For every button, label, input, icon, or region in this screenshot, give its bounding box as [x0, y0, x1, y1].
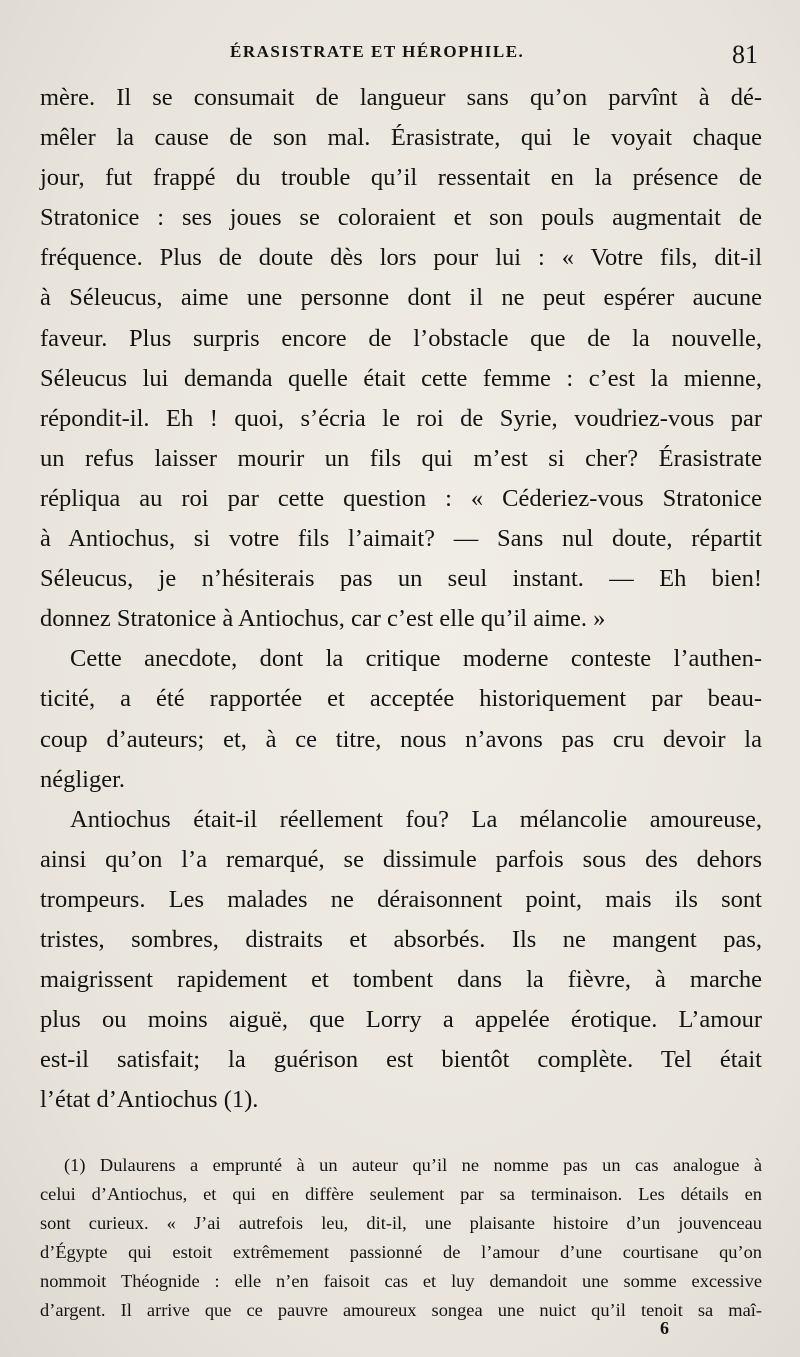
text-line: fréquence. Plus de doute dès lors pour lui : « Votre fils, dit-il: [40, 244, 762, 272]
text-line: un refus laisser mourir un fils qui m’est si cher? Érasistrate: [40, 444, 762, 472]
text-line: répliqua au roi par cette question : « Céderiez-vous Stratonice: [40, 484, 762, 512]
text-line: tristes, sombres, distraits et absorbés. Ils ne mangent pas,: [40, 925, 762, 953]
text-line: mère. Il se consumait de langueur sans qu’on parvînt à dé-: [40, 84, 762, 111]
text-line: Cette anecdote, dont la critique moderne conteste l’authen-: [70, 645, 762, 673]
text-line: ainsi qu’on l’a remarqué, se dissimule parfois sous des dehors: [40, 845, 762, 873]
text-line: Séleucus lui demanda quelle était cette femme : c’est la mienne,: [40, 364, 762, 392]
text-line: ticité, a été rapportée et acceptée historiquement par beau-: [40, 685, 762, 713]
text-line: mêler la cause de son mal. Érasistrate, qui le voyait chaque: [40, 124, 762, 152]
footnote-line: d’argent. Il arrive que ce pauvre amoureux songea une nuict qu’il tenoit sa maî-: [40, 1300, 762, 1320]
text-line: à Antiochus, si votre fils l’aimait? — Sans nul doute, répartit: [40, 525, 762, 553]
page-number: 81: [732, 40, 758, 69]
text-line: est-il satisfait; la guérison est bientôt complète. Tel était: [40, 1046, 762, 1074]
footnote-line: d’Égypte qui estoit extrêmement passionné de l’amour d’une courtisane qu’on: [40, 1242, 762, 1262]
text-line: donnez Stratonice à Antiochus, car c’est elle qu’il aime. »: [40, 605, 606, 633]
signature-mark: 6: [660, 1318, 669, 1338]
text-line: faveur. Plus surpris encore de l’obstacle que de la nouvelle,: [40, 324, 762, 352]
text-line: maigrissent rapidement et tombent dans la fièvre, à marche: [40, 966, 762, 994]
footnote-line: nommoit Théognide : elle n’en faisoit cas et luy demandoit une somme excessive: [40, 1271, 762, 1291]
text-line: Stratonice : ses joues se coloraient et son pouls augmentait de: [40, 204, 762, 232]
footnote: [40, 1151, 762, 1325]
text-line: trompeurs. Les malades ne déraisonnent point, mais ils sont: [40, 885, 762, 913]
text-line: coup d’auteurs; et, à ce titre, nous n’avons pas cru devoir la: [40, 725, 762, 753]
footnote-line: sont curieux. « J’ai autrefois leu, dit-il, une plaisante histoire d’un jouvenceau: [40, 1213, 762, 1233]
footnote-line: celui d’Antiochus, et qui en diffère seulement par sa terminaison. Les détails en: [40, 1184, 762, 1204]
text-line: à Séleucus, aime une personne dont il ne peut espérer aucune: [40, 284, 762, 312]
text-line: Antiochus était-il réellement fou? La mélancolie amoureuse,: [70, 805, 762, 833]
text-line: négliger.: [40, 765, 126, 793]
text-line: Séleucus, je n’hésiterais pas un seul instant. — Eh bien!: [40, 565, 762, 593]
running-head: [40, 38, 760, 74]
body-text: [40, 78, 762, 1120]
text-line: plus ou moins aiguë, que Lorry a appelée érotique. L’amour: [40, 1006, 762, 1034]
text-line: répondit-il. Eh ! quoi, s’écria le roi de Syrie, voudriez-vous par: [40, 404, 762, 432]
text-line: jour, fut frappé du trouble qu’il ressentait en la présence de: [40, 164, 762, 192]
text-line: l’état d’Antiochus (1).: [40, 1086, 259, 1114]
running-title: ÉRASISTRATE ET HÉROPHILE.: [230, 42, 525, 61]
footnote-line: (1) Dulaurens a emprunté à un auteur qu’il ne nomme pas un cas analogue à: [64, 1155, 762, 1175]
